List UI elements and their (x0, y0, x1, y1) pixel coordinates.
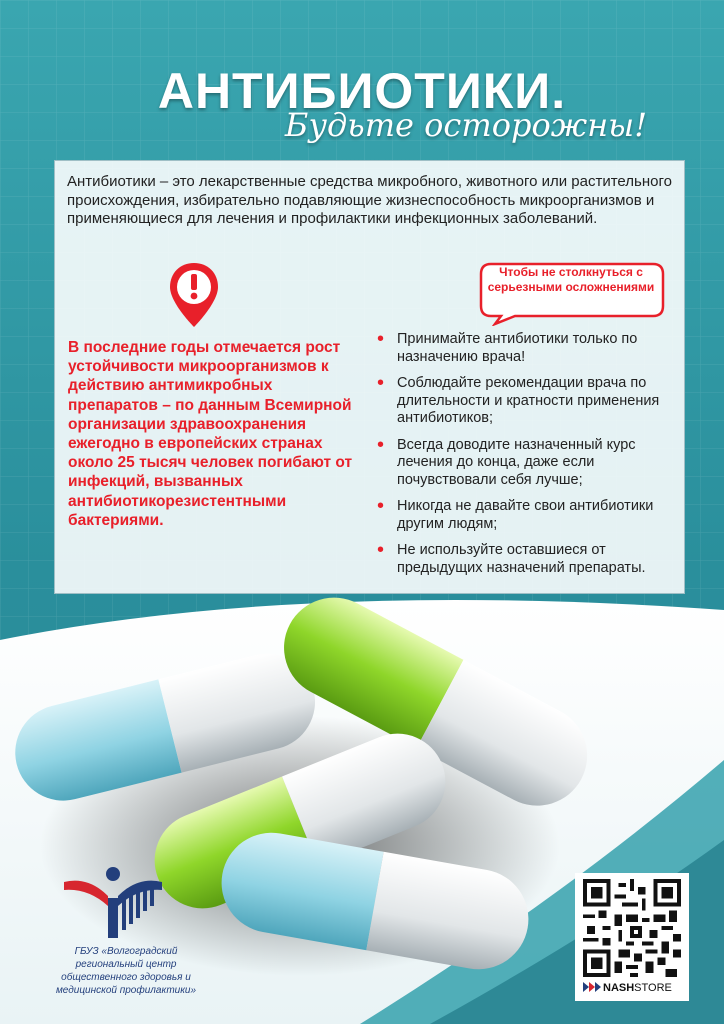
store-brand (583, 980, 681, 996)
organization-name: ГБУЗ «Волгоградский региональный центр общественного здоровья и медицинской профилактики» (55, 946, 197, 996)
qr-code-icon[interactable] (583, 879, 681, 977)
tip-text: Всегда доводите назначенный курс лечения до конца, даже если почувствовали себя лучше; (397, 436, 636, 488)
list-item (377, 495, 677, 533)
exclamation-pin-icon (168, 261, 220, 331)
warning-text: В последние годы отмечается рост устойчивости микроорганизмов к действию антимикробных препаратов – по данным Всемирной организации здравоохранения ежегодно в европейских странах около 25 тысяч человек погибают от инфекций, вызванных антибиотикорезистентными бактериями. (68, 339, 353, 529)
list-item (377, 328, 677, 366)
page-title: АНТИБИОТИКИ. (157, 63, 567, 119)
tip-text: Не используйте оставшиеся от предыдущих назначений препараты. (397, 542, 646, 576)
list-item (377, 433, 677, 490)
red-dot-icon: • (377, 495, 385, 517)
tips-list (377, 328, 677, 586)
list-item (377, 539, 677, 577)
store-prefix: NASH (603, 982, 635, 994)
info-panel (54, 160, 685, 594)
list-item (377, 372, 677, 428)
red-dot-icon: • (377, 328, 385, 350)
tip-text: Соблюдайте рекомендации врача по длительности и кратности применения антибиотиков; (397, 375, 660, 426)
red-dot-icon: • (377, 372, 385, 394)
tip-text: Принимайте антибиотики только по назначению врача! (397, 331, 638, 365)
page-subtitle: Будьте осторожны! (284, 106, 648, 144)
red-dot-icon: • (377, 433, 385, 456)
store-suffix: STORE (634, 982, 672, 994)
organization-logo (58, 862, 168, 938)
tip-text: Никогда не давайте свои антибиотики другим людям; (397, 498, 654, 532)
qr-block (575, 873, 689, 1001)
callout-text: Чтобы не столкнуться с серьезными осложнениями (487, 265, 655, 294)
intro-text: Антибиотики – это лекарственные средства микробного, животного или растительного происхождения, избирательно подавляющие жизнеспособность микроорганизмов и применяющиеся для лечения и профилактики инфекционных заболеваний. (67, 173, 672, 227)
red-dot-icon: • (377, 539, 385, 561)
store-arrows-icon (583, 982, 601, 992)
